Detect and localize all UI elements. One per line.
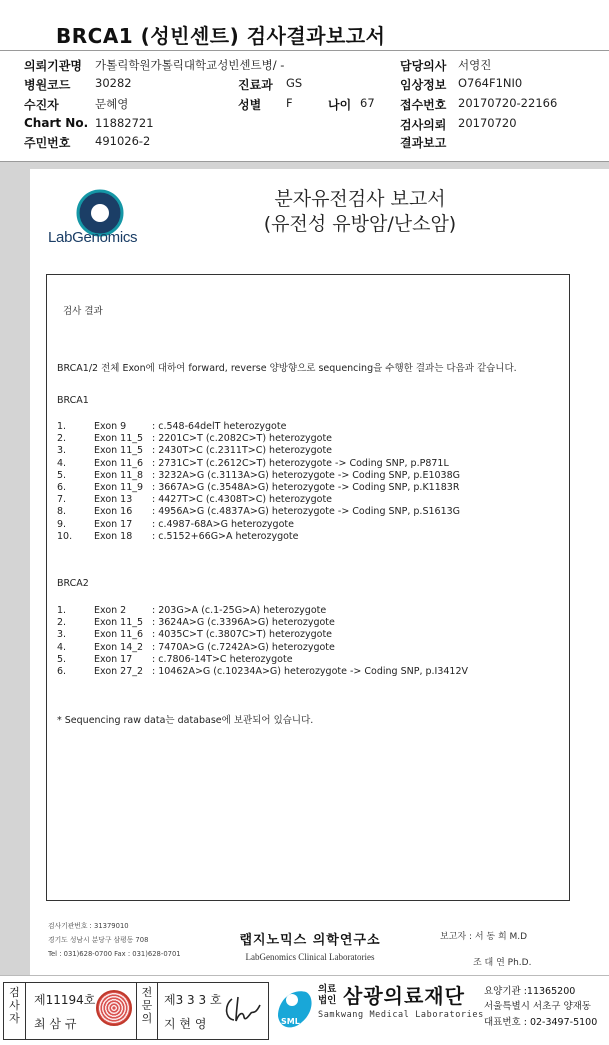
variant-result: : 3232A>G (c.3113A>G) heterozygote -> Coding SNP, p.E1038G — [152, 469, 460, 481]
variant-number: 9. — [57, 518, 67, 530]
signatories — [440, 924, 531, 976]
field-label: 성별 — [238, 98, 262, 112]
variant-exon: Exon 11_5 — [94, 433, 144, 445]
lab-name-english: LabGenomics Clinical Laboratories — [245, 952, 375, 962]
inspector-seal-icon — [96, 990, 132, 1026]
lab-phone-fax: Tel : 031)628-0700 Fax : 031)628-0701 — [48, 950, 181, 958]
sml-legal-line2: 법인 — [318, 995, 337, 1006]
signature-icon — [222, 993, 262, 1027]
field-value: O764F1NI0 — [458, 76, 523, 90]
field-doctor — [400, 57, 492, 74]
field-value: 20170720 — [458, 116, 517, 130]
field-value: 문혜영 — [95, 97, 129, 111]
sml-legal-entity — [318, 984, 336, 1006]
field-label: 임상정보 — [400, 78, 447, 92]
field-value: 491026-2 — [95, 134, 151, 148]
variant-number: 6. — [57, 666, 67, 677]
confirmer-label — [136, 983, 158, 1039]
field-value: 11882721 — [95, 116, 154, 130]
variant-exon: Exon 18 — [94, 530, 133, 542]
variant-exon: Exon 16 — [94, 506, 133, 518]
brca2-label: BRCA2 — [57, 578, 89, 589]
report-header — [0, 0, 609, 162]
field-institution — [24, 57, 285, 74]
variant-result: : 3667A>G (c.3548A>G) heterozygote -> Coding SNP, p.K1183R — [152, 482, 460, 493]
variant-number: 4. — [57, 457, 67, 469]
variant-exon: Exon 17 — [94, 518, 133, 530]
variant-exon: Exon 13 — [94, 494, 133, 506]
storage-note: * Sequencing raw data는 database에 보관되어 있습니다. — [57, 715, 314, 726]
result-box — [46, 274, 570, 901]
variant-number: 5. — [57, 469, 67, 481]
signoff-strip — [0, 975, 609, 1045]
field-value: 30282 — [95, 76, 132, 90]
sml-legal-line1: 의료 — [318, 984, 337, 995]
field-label: 나이 — [328, 98, 352, 112]
variant-exon: Exon 11_8 — [94, 469, 144, 481]
sml-logo-text: SML — [281, 1017, 300, 1026]
field-department — [238, 76, 303, 93]
brca1-label: BRCA1 — [57, 395, 89, 406]
variant-exon: Exon 2 — [94, 605, 127, 616]
field-receipt-no — [400, 96, 558, 113]
reviewer: 조 대 연 Ph.D. — [473, 958, 532, 968]
inspector-license-no: 제11194호 — [34, 993, 96, 1007]
field-value: 서영진 — [458, 58, 492, 72]
variant-result: : 2731C>T (c.2612C>T) heterozygote -> Coding SNP, p.P871L — [152, 457, 449, 469]
variant-result: : 203G>A (c.1-25G>A) heterozygote — [152, 605, 327, 616]
variant-number: 8. — [57, 506, 67, 518]
field-sex — [238, 96, 293, 113]
field-hospital-code — [24, 76, 132, 93]
variant-exon: Exon 17 — [94, 653, 133, 665]
variant-exon: Exon 11_5 — [94, 445, 144, 457]
signoff-box — [3, 982, 269, 1040]
field-value: GS — [286, 76, 303, 90]
report-title-line2: (유전성 유방암/난소암) — [263, 213, 457, 235]
sml-name-english: Samkwang Medical Laboratories — [318, 1010, 484, 1020]
variant-number: 6. — [57, 482, 67, 493]
field-label: 검사의뢰 — [400, 118, 447, 132]
lab-address: 경기도 성남시 분당구 삼평동 708 — [48, 936, 149, 944]
field-value: 67 — [360, 96, 375, 110]
field-label: 결과보고 — [400, 136, 447, 150]
reporter: 보고자 : 서 동 희 M.D — [440, 932, 528, 942]
variant-result: : c.7806-14T>C heterozygote — [152, 653, 293, 665]
field-label: 담당의사 — [400, 59, 447, 73]
field-value: 가톨릭학원가톨릭대학교성빈센트병/ - — [95, 58, 285, 72]
lab-contact-info — [48, 919, 181, 961]
section-label: 검사 결과 — [63, 306, 103, 317]
field-label: 접수번호 — [400, 98, 447, 112]
variant-result: : c.5152+66G>A heterozygote — [152, 530, 299, 542]
variant-number: 5. — [57, 653, 67, 665]
lab-registration-no: 검사기관번호 : 31379010 — [48, 922, 129, 930]
inspector-name: 최 삼 규 — [34, 1017, 77, 1031]
sml-phone: 대표번호 : 02-3497-5100 — [484, 1017, 598, 1028]
variant-exon: Exon 11_9 — [94, 482, 144, 493]
variant-number: 7. — [57, 494, 67, 506]
confirmer-license-no: 제3 3 3 호 — [164, 993, 222, 1007]
field-age — [328, 96, 375, 113]
sml-address: 서울특별시 서초구 양재동 — [484, 1001, 591, 1012]
field-label: 수진자 — [24, 98, 59, 112]
variant-result: : 2430T>C (c.2311T>C) heterozygote — [152, 445, 333, 457]
field-resident-no — [24, 134, 151, 151]
field-request-date — [400, 116, 517, 133]
variant-result: : 7470A>G (c.7242A>G) heterozygote — [152, 641, 335, 653]
variant-result: : c.548-64delT heterozygote — [152, 421, 287, 432]
variant-exon: Exon 27_2 — [94, 666, 144, 677]
variant-number: 1. — [57, 421, 67, 432]
field-label: 주민번호 — [24, 136, 71, 150]
field-label: 의뢰기관명 — [24, 59, 82, 73]
variant-result: : 3624A>G (c.3396A>G) heterozygote — [152, 617, 335, 629]
sml-code: 요양기관 :11365200 — [484, 986, 576, 997]
variant-number: 3. — [57, 629, 67, 641]
inspector-label — [4, 983, 26, 1039]
variant-number: 3. — [57, 445, 67, 457]
variant-result: : 10462A>G (c.10234A>G) heterozygote -> Coding SNP, p.I3412V — [152, 666, 469, 677]
inspector-label-text: 검사자 — [9, 986, 20, 1025]
variant-number: 2. — [57, 617, 67, 629]
variant-result: : 2201C>T (c.2082C>T) heterozygote — [152, 433, 333, 445]
variant-exon: Exon 11_5 — [94, 617, 144, 629]
lab-name-block — [235, 929, 385, 962]
report-title — [180, 187, 540, 237]
variant-exon: Exon 11_6 — [94, 629, 144, 641]
variant-result: : 4956A>G (c.4837A>G) heterozygote -> Coding SNP, p.S1613G — [152, 506, 461, 518]
variant-number: 1. — [57, 605, 67, 616]
report-title-line1: 분자유전검사 보고서 — [274, 188, 446, 210]
field-label: 병원코드 — [24, 78, 71, 92]
variant-result: : 4035C>T (c.3807C>T) heterozygote — [152, 629, 333, 641]
lab-name-korean: 랩지노믹스 의학연구소 — [239, 933, 381, 948]
field-value: F — [286, 96, 293, 110]
variant-result: : c.4987-68A>G heterozygote — [152, 518, 294, 530]
variant-exon: Exon 9 — [94, 421, 127, 432]
sml-logo-icon — [272, 982, 316, 1038]
page-title: BRCA1 (성빈센트) 검사결과보고서 — [56, 24, 386, 48]
field-patient — [24, 96, 129, 113]
variant-exon: Exon 11_6 — [94, 457, 144, 469]
field-label: Chart No. — [24, 116, 89, 130]
field-result-report — [400, 134, 446, 151]
field-clinical-info — [400, 76, 523, 93]
sml-name: 삼광의료재단 — [343, 984, 465, 1008]
field-value: 20170720-22166 — [458, 96, 558, 110]
header-divider — [0, 50, 609, 51]
variant-exon: Exon 14_2 — [94, 641, 144, 653]
confirmer-name: 지 현 영 — [164, 1017, 207, 1031]
confirmer-label-text: 전문의 — [141, 986, 153, 1025]
variant-number: 2. — [57, 433, 67, 445]
variant-number: 10. — [57, 530, 73, 542]
variant-number: 4. — [57, 641, 67, 653]
variant-result: : 4427T>C (c.4308T>C) heterozygote — [152, 494, 333, 506]
report-sheet — [30, 169, 609, 975]
intro-text: BRCA1/2 전체 Exon에 대하여 forward, reverse 양방향으로 sequencing을 수행한 결과는 다음과 같습니다. — [57, 363, 517, 374]
field-chart-no — [24, 116, 154, 130]
labgenomics-logo-text: LabGenomics — [48, 229, 138, 246]
field-label: 진료과 — [238, 78, 273, 92]
